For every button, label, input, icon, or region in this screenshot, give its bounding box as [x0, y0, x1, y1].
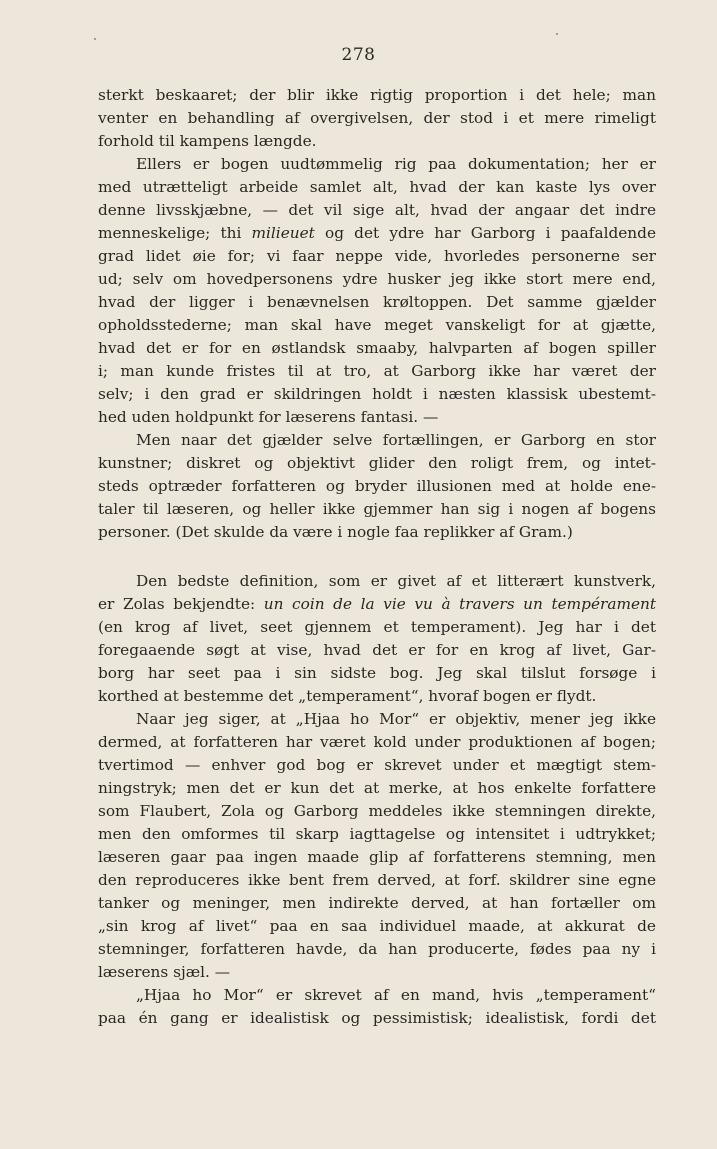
text-line: kunstner; diskret og objektivt glider den roligt frem, og intet- — [98, 454, 656, 472]
text-line: „Hjaa ho Mor“ er skrevet af en mand, hvis „temperament“ — [136, 986, 656, 1004]
text-line: paa én gang er idealistisk og pessimistisk; idealistisk, fordi det — [98, 1009, 656, 1027]
text-line: ud; selv om hovedpersonens ydre husker jeg ikke stort mere end, — [98, 270, 656, 288]
text-line: taler til læseren, og heller ikke gjemmer han sig i nogen af bogens — [98, 500, 656, 518]
paragraph — [98, 429, 656, 544]
text-line: dermed, at forfatteren har været kold under produktionen af bogen; — [98, 733, 656, 751]
text-line: ningstryk; men det er kun det at merke, at hos enkelte forfattere — [98, 779, 656, 797]
text-line: den reproduceres ikke bent frem derved, at forf. skildrer sine egne — [98, 871, 656, 889]
italic-phrase: un coin de la vie vu à travers un tempérament — [263, 595, 656, 613]
text-line: læserens sjæl. — — [98, 963, 230, 981]
text-line: sterkt beskaaret; der blir ikke rigtig proportion i det hele; man — [98, 86, 656, 104]
text-line: som Flaubert, Zola og Garborg meddeles ikke stemningen direkte, — [98, 802, 656, 820]
text-line: Den bedste definition, som er givet af et litterært kunstverk, — [136, 572, 656, 590]
text-line: denne livsskjæbne, — det vil sige alt, hvad der angaar det indre — [98, 201, 656, 219]
text-line: forhold til kampens længde. — [98, 132, 317, 150]
page-speck — [556, 33, 558, 35]
text-line: hvad det er for en østlandsk smaaby, halvparten af bogen spiller — [98, 339, 656, 357]
paragraph — [98, 570, 656, 708]
italic-phrase: milieuet — [251, 224, 315, 242]
text-line: stemninger, forfatteren havde, da han producerte, fødes paa ny i — [98, 940, 656, 958]
page-speck — [94, 38, 96, 40]
text-line: tanker og meninger, men indirekte derved, at han fortæller om — [98, 894, 656, 912]
paragraph — [98, 84, 656, 153]
text-line: venter en behandling af overgivelsen, der stod i et mere rimeligt — [98, 109, 656, 127]
text-line: men den omformes til skarp iagttagelse og intensitet i udtrykket; — [98, 825, 656, 843]
paragraph — [98, 708, 656, 984]
text-line: personer. (Det skulde da være i nogle faa replikker af Gram.) — [98, 523, 573, 541]
text-line: foregaaende søgt at vise, hvad det er for en krog af livet, Gar- — [98, 641, 656, 659]
text-block-lower — [98, 570, 656, 1030]
text-line: opholdsstederne; man skal have meget vanskeligt for at gjætte, — [98, 316, 656, 334]
text-line: grad lidet øie for; vi faar neppe vide, hvorledes personerne ser — [98, 247, 656, 265]
text-line: borg har seet paa i sin sidste bog. Jeg skal tilslut forsøge i — [98, 664, 656, 682]
text-line: tvertimod — enhver god bog er skrevet under et mægtigt stem- — [98, 756, 656, 774]
text-line: læseren gaar paa ingen maade glip af forfatterens stemning, men — [98, 848, 656, 866]
text-line: hed uden holdpunkt for læserens fantasi. — — [98, 408, 439, 426]
text-line: i; man kunde fristes til at tro, at Garborg ikke har været der — [98, 362, 656, 380]
text-line: menneskelige; thi milieuet og det ydre har Garborg i paafaldende — [98, 224, 656, 242]
page-number: 278 — [341, 45, 376, 65]
text-line: er Zolas bekjendte: un coin de la vie vu à travers un tempérament — [98, 595, 656, 613]
text-line: Naar jeg siger, at „Hjaa ho Mor“ er objektiv, mener jeg ikke — [136, 710, 656, 728]
text-line: steds optræder forfatteren og bryder illusionen med at holde ene- — [98, 477, 656, 495]
text-line: korthed at bestemme det „temperament“, hvoraf bogen er flydt. — [98, 687, 597, 705]
text-block-upper — [98, 84, 656, 544]
paragraph — [98, 153, 656, 429]
text-line: hvad der ligger i benævnelsen krøltoppen. Det samme gjælder — [98, 293, 656, 311]
text-line: (en krog af livet, seet gjennem et temperament). Jeg har i det — [98, 618, 656, 636]
text-line: Ellers er bogen uudtømmelig rig paa dokumentation; her er — [136, 155, 656, 173]
text-line: selv; i den grad er skildringen holdt i næsten klassisk ubestemt- — [98, 385, 656, 403]
text-line: Men naar det gjælder selve fortællingen, er Garborg en stor — [136, 431, 656, 449]
text-line: „sin krog af livet“ paa en saa individuel maade, at akkurat de — [98, 917, 656, 935]
text-line: med utrætteligt arbeide samlet alt, hvad der kan kaste lys over — [98, 178, 656, 196]
paragraph — [98, 984, 656, 1030]
